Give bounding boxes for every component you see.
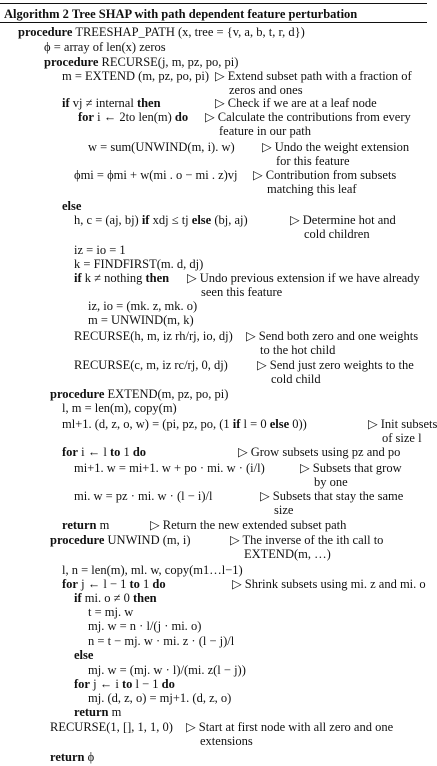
comment-cont-l6: feature in our path	[219, 124, 311, 138]
code-line-l35: mj. (d, z, o) = mj+1. (d, z, o)	[88, 691, 232, 705]
code-line-l19: l, m = len(m), copy(m)	[62, 401, 177, 415]
code-line-l9: else	[62, 199, 82, 213]
code-line-l24: return m	[62, 518, 110, 532]
code-line-l22: mi+1. w = mi+1. w + po · mi. w · (i/l)	[74, 461, 265, 475]
comment-l27: ▷ Shrink subsets using mi. z and mi. o	[232, 577, 426, 591]
algorithm-title: Algorithm 2 Tree SHAP with path dependent feature perturbation	[4, 7, 358, 21]
code-line-l31: n = t − mj. w · mi. z · (l − j)/l	[88, 634, 235, 648]
code-line-l33: mj. w = (mj. w · l)/(mi. z(l − j))	[88, 663, 246, 677]
comment-l8: ▷ Contribution from subsets	[253, 168, 397, 182]
comment-cont-l17: cold child	[271, 372, 321, 386]
code-line-l11: iz = io = 1	[74, 243, 126, 257]
comment-cont-l4: zeros and ones	[229, 83, 303, 97]
code-line-l36: return m	[74, 705, 122, 719]
comment-l24: ▷ Return the new extended subset path	[150, 518, 347, 532]
comment-l6: ▷ Calculate the contributions from every	[205, 110, 411, 124]
code-line-l21: for i ← l to 1 do	[62, 445, 147, 459]
comment-l25: ▷ The inverse of the ith call to	[230, 533, 384, 547]
title-rule	[0, 22, 427, 23]
comment-l21: ▷ Grow subsets using pz and po	[238, 445, 401, 459]
code-line-l30: mj. w = n · l/(j · mi. o)	[88, 619, 202, 633]
comment-cont-l8: matching this leaf	[267, 182, 357, 196]
comment-cont-l25: EXTEND(m, …)	[244, 547, 331, 561]
code-line-l25: procedure UNWIND (m, i)	[50, 533, 191, 547]
comment-cont-l7: for this feature	[276, 154, 350, 168]
code-line-l28: if mi. o ≠ 0 then	[74, 591, 157, 605]
comment-l5: ▷ Check if we are at a leaf node	[215, 96, 377, 110]
code-line-l10: h, c = (aj, bj) if xdj ≤ tj else (bj, aj)	[74, 213, 248, 227]
comment-cont-l13: seen this feature	[201, 285, 283, 299]
comment-l37: ▷ Start at first node with all zero and one	[186, 720, 394, 734]
code-line-l15: m = UNWIND(m, k)	[88, 313, 194, 327]
code-line-l16: RECURSE(h, m, iz rh/rj, io, dj)	[74, 329, 233, 343]
comment-l10: ▷ Determine hot and	[290, 213, 396, 227]
code-line-l12: k = FINDFIRST(m. d, dj)	[74, 257, 204, 271]
top-rule	[0, 3, 427, 4]
code-line-l3: procedure RECURSE(j, m, pz, po, pi)	[44, 55, 239, 69]
code-line-l7: w = sum(UNWIND(m, i). w)	[88, 140, 235, 154]
code-line-l27: for j ← l − 1 to 1 do	[62, 577, 166, 591]
code-line-l34: for j ← i to l − 1 do	[74, 677, 175, 691]
comment-l17: ▷ Send just zero weights to the	[257, 358, 414, 372]
code-line-l2: ϕ = array of len(x) zeros	[44, 40, 166, 54]
code-line-l20: ml+1. (d, z, o, w) = (pi, pz, po, (1 if l = 0 else 0))	[62, 417, 307, 431]
code-line-l18: procedure EXTEND(m, pz, po, pi)	[50, 387, 229, 401]
comment-cont-l37: extensions	[200, 734, 253, 748]
comment-cont-l10: cold children	[304, 227, 370, 241]
code-line-l29: t = mj. w	[88, 605, 134, 619]
comment-l23: ▷ Subsets that stay the same	[260, 489, 404, 503]
code-line-l26: l, n = len(m), ml. w, copy(m1…l−1)	[62, 563, 243, 577]
code-line-l8: ϕmi = ϕmi + w(mi . o − mi . z)vj	[74, 168, 238, 182]
code-line-l14: iz, io = (mk. z, mk. o)	[88, 299, 198, 313]
comment-l7: ▷ Undo the weight extension	[262, 140, 410, 154]
code-line-l13: if k ≠ nothing then	[74, 271, 170, 285]
comment-cont-l20: of size l	[382, 431, 422, 445]
comment-cont-l16: to the hot child	[260, 343, 336, 357]
comment-cont-l23: size	[274, 503, 294, 517]
comment-l13: ▷ Undo previous extension if we have already	[187, 271, 420, 285]
code-line-l5: if vj ≠ internal then	[62, 96, 161, 110]
code-line-l38: return ϕ	[50, 750, 95, 764]
code-line-l17: RECURSE(c, m, iz rc/rj, 0, dj)	[74, 358, 228, 372]
comment-l20: ▷ Init subsets	[368, 417, 437, 431]
comment-l22: ▷ Subsets that grow	[300, 461, 402, 475]
code-line-l1: procedure TREESHAP_PATH (x, tree = {v, a, b, t, r, d})	[18, 25, 305, 39]
comment-l4: ▷ Extend subset path with a fraction of	[215, 69, 412, 83]
code-line-l6: for i ← 2to len(m) do	[78, 110, 189, 124]
comment-cont-l22: by one	[314, 475, 348, 489]
code-line-l32: else	[74, 648, 94, 662]
code-line-l4: m = EXTEND (m, pz, po, pi)	[62, 69, 210, 83]
code-line-l23: mi. w = pz · mi. w · (l − i)/l	[74, 489, 213, 503]
code-line-l37: RECURSE(1, [], 1, 1, 0)	[50, 720, 173, 734]
comment-l16: ▷ Send both zero and one weights	[246, 329, 419, 343]
